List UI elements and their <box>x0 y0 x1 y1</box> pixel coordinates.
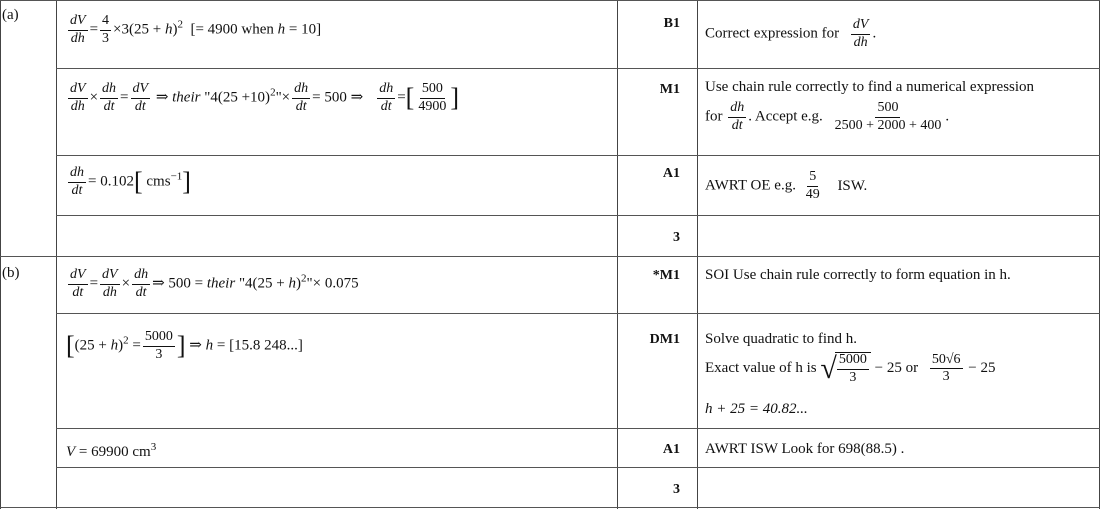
working-a3: $\frac{dh}{dt}$ = 0.102[ cms$^{-1}$] <box>70 165 191 198</box>
note-a1-text: Correct expression for <box>705 25 840 42</box>
note-a2-expr-den: 2500 + 2000 + 400 <box>834 117 942 133</box>
working-b3: V = 69900 $cm^3$ <box>66 441 157 460</box>
total-a: 3 <box>673 230 680 245</box>
total-b: 3 <box>673 482 680 497</box>
section-divider <box>0 256 1100 257</box>
column-divider-marks <box>617 0 618 509</box>
note-b1: SOI Use chain rule correctly to form equation in h. <box>705 267 1011 283</box>
row-divider <box>56 313 1100 314</box>
note-b2-alt-num: 50√6 <box>930 353 963 370</box>
note-b2-or: − 25 or <box>874 360 919 377</box>
row-divider <box>56 215 1100 216</box>
mark-a1: A1 <box>662 166 680 181</box>
note-a3-tail: ISW. <box>837 177 868 194</box>
mark-dm1: DM1 <box>649 332 680 347</box>
table-border-bottom <box>0 507 1100 508</box>
note-a2-accept: . Accept e.g. <box>748 108 823 125</box>
table-border-left <box>0 0 1 509</box>
sqrt-expression: √ $\frac{5000}{3}$ <box>820 352 870 385</box>
note-a1: Correct expression for $\frac{dV}{dh}$ . <box>705 17 877 50</box>
note-b2-line1: Solve quadratic to find h. <box>705 331 858 347</box>
mark-final-a1: A1 <box>662 442 680 457</box>
row-divider <box>56 467 1100 468</box>
note-a2-expr-num: 500 <box>875 101 900 118</box>
row-divider <box>56 68 1100 69</box>
column-divider-working <box>56 0 57 509</box>
note-b2-alt-den: 3 <box>942 369 950 385</box>
mark-star-m1: *M1 <box>652 268 680 283</box>
note-a3 <box>705 170 867 202</box>
column-divider-notes <box>697 0 698 509</box>
note-a2-line1: Use chain rule correctly to find a numerical expression <box>705 79 1035 95</box>
note-a2-for: for <box>705 108 723 125</box>
note-b3: AWRT ISW Look for 698(88.5) . <box>705 441 905 457</box>
row-divider <box>56 428 1100 429</box>
working-b1: $\frac{dV}{dt}$ = $\frac{dV}{dh}$ × $\frac{dh}{dt}$ ⇒ 500 = their "$4(25 + h)^2"\times 0.075$ <box>70 267 359 300</box>
part-label-a: (a) <box>2 7 19 23</box>
note-a3-num: 5 <box>807 170 818 187</box>
note-b2-line3: h + 25 = 40.82... <box>705 401 808 417</box>
row-divider <box>56 155 1100 156</box>
working-a1: $\frac{dV}{dh}$ = $\frac{4}{3}$ $\times 3(25 + h)^2$ [= 4900 when h = 10] <box>70 13 322 46</box>
note-a2-line2: for $\frac{dh}{dt}$ . Accept e.g. $\frac{500}{2500 + 2000 + 400}$ . <box>705 100 950 133</box>
mark-b1: B1 <box>663 16 680 31</box>
note-a3-text: AWRT OE e.g. <box>705 177 796 194</box>
mark-m1: M1 <box>659 82 680 97</box>
note-b2-tail: − 25 <box>968 360 996 377</box>
note-a3-den: 49 <box>805 186 820 202</box>
working-b2: [$(25 + h)^2$ = $\frac{5000}{3}$ ] ⇒ h = [15.8 248...] <box>66 329 303 362</box>
working-a2: $\frac{dV}{dh}$ × $\frac{dh}{dt}$ = $\frac{dV}{dt}$ ⇒ their "$4(25 +10)^2"\times$ $\frac{dh}{dt}$ = 500 ⇒ $\frac{dh}{dt}$ =[ $\frac{500}{4900}$ ] <box>70 81 459 114</box>
note-b2-sqrt-den: 3 <box>849 369 857 385</box>
note-b2-line2 <box>705 352 995 385</box>
part-label-b: (b) <box>2 265 20 281</box>
row-divider <box>0 0 1100 1</box>
note-b2-sqrt-num: 5000 <box>837 353 869 370</box>
note-b2-exact: Exact value of h is <box>705 360 817 377</box>
